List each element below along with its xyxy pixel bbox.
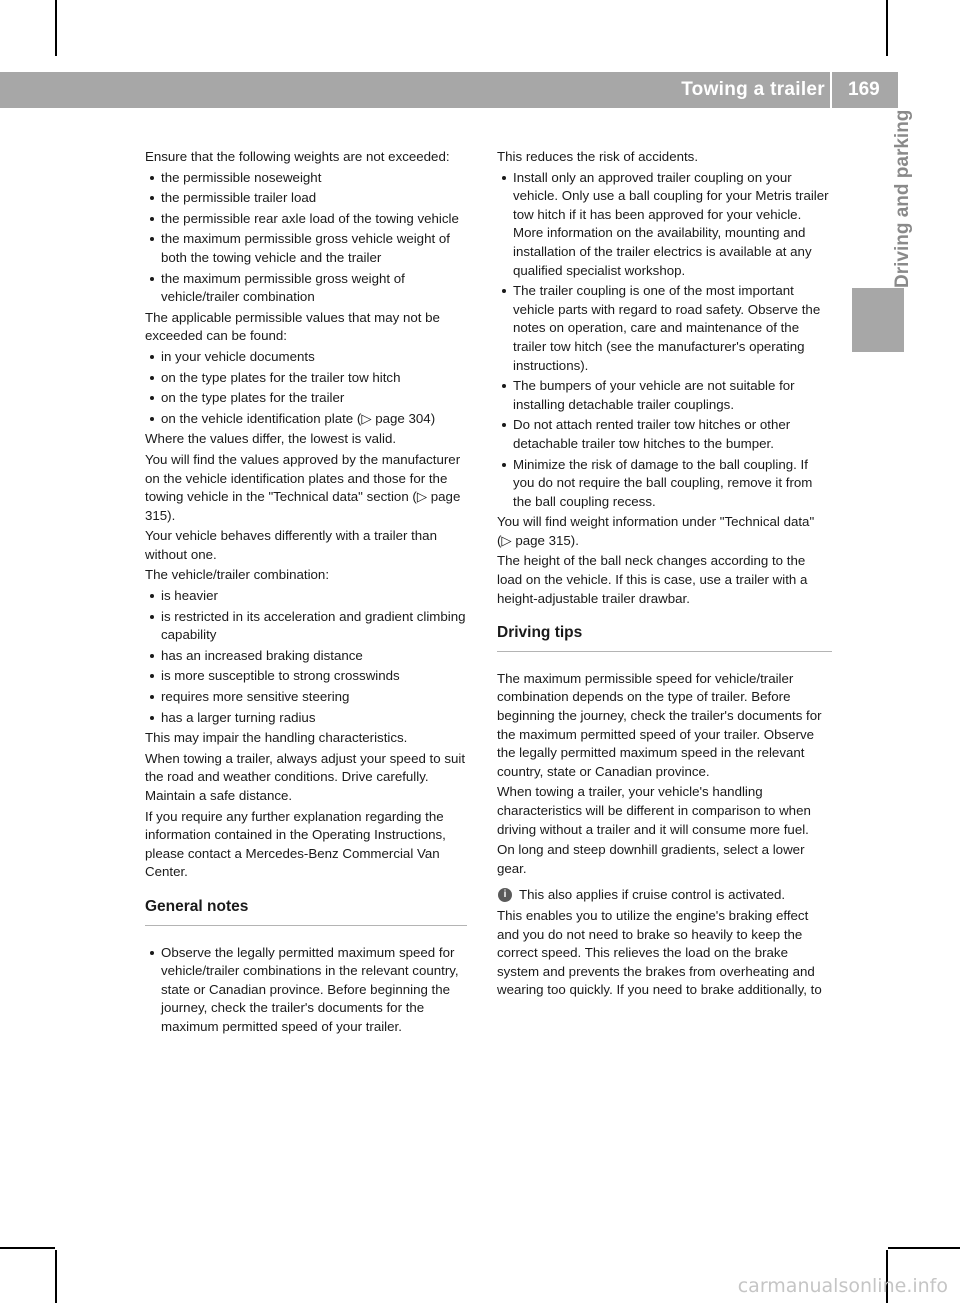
list-item: The bumpers of your vehicle are not suitable for installing detachable trailer couplings. (497, 377, 832, 414)
list-item: on the type plates for the trailer tow hitch (145, 369, 467, 388)
heading-driving-tips: Driving tips (497, 624, 832, 652)
paragraph: When towing a trailer, your vehicle's handling characteristics will be different in comparison to when driving without a trailer and it will consume more fuel. (497, 784, 811, 837)
list-item: the permissible noseweight (145, 169, 467, 188)
crop-mark-top-right (886, 0, 888, 56)
list-item: is more susceptible to strong crosswinds (145, 667, 467, 686)
info-text: This also applies if cruise control is activated. (519, 887, 786, 903)
crop-mark-bottom-left-h (0, 1247, 55, 1249)
list-item: the permissible rear axle load of the towing vehicle (145, 210, 467, 229)
coupling-list (497, 169, 832, 512)
crop-mark-bottom-right-h (888, 1247, 960, 1249)
list-item: has an increased braking distance (145, 647, 467, 666)
combination-list (145, 587, 467, 727)
paragraph: You will find weight information under "Technical data" (▷ page 315). (497, 514, 815, 548)
paragraph: The maximum permissible speed for vehicle/trailer combination depends on the type of trailer. Before beginning the journey, check the trailer's documents for the maximum permitted speed of your trailer. Observe the legally permitted maximum speed in the relevant country, state or Canadian province. (497, 670, 822, 779)
sources-list (145, 348, 467, 428)
chapter-tab-label: Driving and parking (892, 109, 913, 288)
watermark: carmanualsonline.info (737, 1275, 948, 1297)
crop-mark-top-left (55, 0, 57, 56)
paragraph: On long and steep downhill gradients, select a lower gear. (497, 842, 805, 876)
weights-list (145, 169, 467, 307)
section-title: Towing a trailer (681, 79, 825, 100)
paragraph: The height of the ball neck changes according to the load on the vehicle. If this is case, use a trailer with a height-adjustable trailer drawbar. (497, 553, 808, 606)
list-item: the maximum permissible gross weight of vehicle/trailer combination (145, 270, 467, 307)
info-icon: i (498, 888, 512, 902)
page-number: 169 (838, 72, 898, 108)
paragraph: This reduces the risk of accidents. (497, 149, 699, 164)
paragraph: When towing a trailer, always adjust your speed to suit the road and weather conditions. Drive carefully. Maintain a safe distance. (145, 750, 466, 803)
list-item: on the vehicle identification plate (▷ page 304) (145, 410, 467, 429)
paragraph: The applicable permissible values that may not be exceeded can be found: (145, 309, 440, 344)
left-column (145, 148, 467, 1039)
list-item: Install only an approved trailer coupling on your vehicle. Only use a ball coupling for your Metris trailer tow hitch if it has been approved for your vehicle. More information on the availability, mounting and installation of the trailer electrics is available at any qualified specialist workshop. (497, 169, 832, 281)
list-item: is heavier (145, 587, 467, 606)
paragraph: Ensure that the following weights are not exceeded: (145, 149, 450, 164)
list-item: the maximum permissible gross vehicle weight of both the towing vehicle and the trailer (145, 230, 467, 267)
list-item: Minimize the risk of damage to the ball coupling. If you do not require the ball coupling, remove it from the ball coupling recess. (497, 456, 832, 512)
info-note (497, 886, 832, 905)
paragraph: The vehicle/trailer combination: (145, 567, 330, 583)
paragraph: Your vehicle behaves differently with a trailer than without one. (145, 528, 437, 562)
general-notes-list (145, 944, 467, 1037)
heading-general-notes: General notes (145, 898, 467, 926)
right-column (497, 148, 832, 1002)
crop-mark-bottom-left-v (55, 1250, 57, 1303)
list-item: in your vehicle documents (145, 348, 467, 367)
list-item: on the type plates for the trailer (145, 389, 467, 408)
paragraph: You will find the values approved by the manufacturer on the vehicle identification plates and those for the towing vehicle in the "Technical data" section (▷ page 315). (145, 451, 461, 523)
chapter-tab-marker (852, 288, 904, 352)
list-item: has a larger turning radius (145, 709, 467, 728)
chapter-tab (858, 109, 913, 288)
paragraph: This enables you to utilize the engine's braking effect and you do not need to brake so heavily to keep the correct speed. This relieves the load on the brake system and prevents the brakes from overheating and wearing too quickly. If you need to brake additionally, to (497, 907, 822, 998)
list-item: requires more sensitive steering (145, 688, 467, 707)
list-item: Observe the legally permitted maximum speed for vehicle/trailer combinations in the relevant country, state or Canadian province. Before beginning the journey, check the trailer's documents for the maximum permitted speed of your trailer. (145, 944, 467, 1037)
paragraph: If you require any further explanation regarding the information contained in the Operating Instructions, please contact a Mercedes-Benz Commercial Van Center. (145, 808, 446, 880)
list-item: is restricted in its acceleration and gradient climbing capability (145, 608, 467, 645)
list-item: The trailer coupling is one of the most important vehicle parts with regard to road safety. Observe the notes on operation, care and maintenance of the trailer tow hitch (see the manufacturer's operating instructions). (497, 282, 832, 375)
header-divider (830, 72, 832, 108)
paragraph: This may impair the handling characteristics. (145, 730, 408, 746)
list-item: Do not attach rented trailer tow hitches or other detachable trailer tow hitches to the bumper. (497, 416, 832, 453)
list-item: the permissible trailer load (145, 189, 467, 208)
paragraph: Where the values differ, the lowest is valid. (145, 431, 397, 447)
